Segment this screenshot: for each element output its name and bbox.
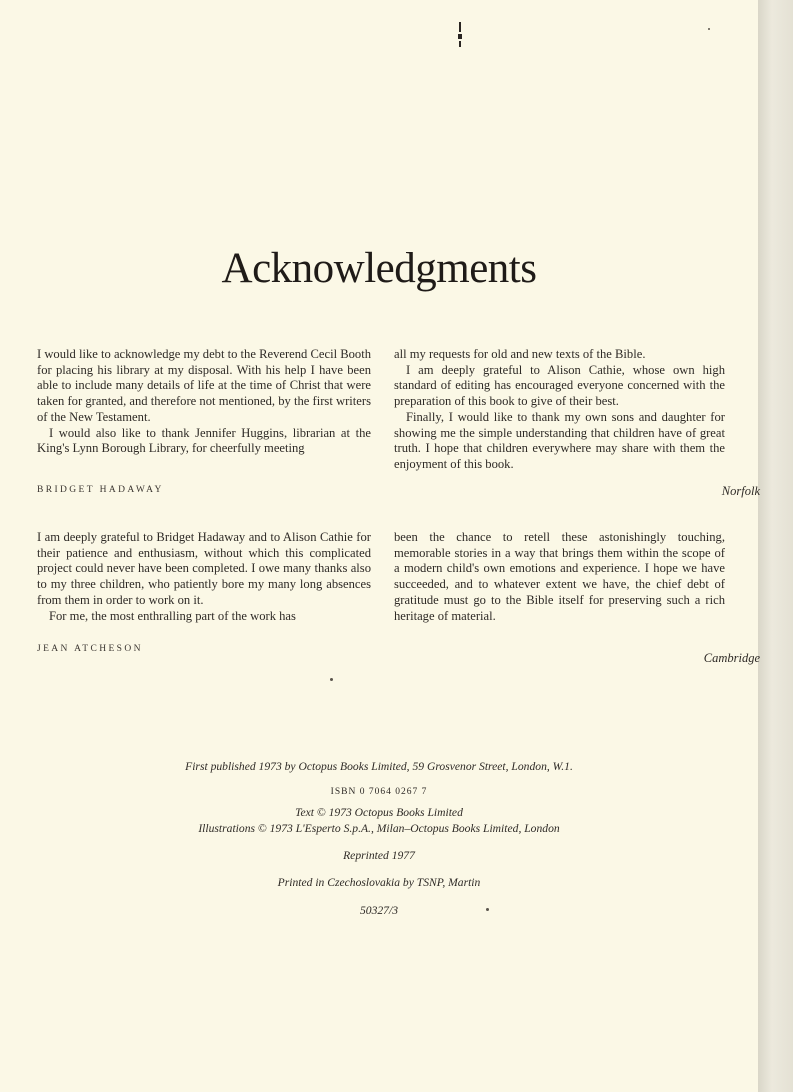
paper-speck [330, 678, 333, 681]
page-edge [758, 0, 793, 1092]
place-cambridge: Cambridge [703, 651, 760, 665]
paragraph: Finally, I would like to thank my own sons and daughter for showing me the simple understanding that children have of great truth. I hope that children everywhere may share with them the enjoyment of this book. [394, 409, 725, 471]
paragraph: I am deeply grateful to Bridget Hadaway and to Alison Cathie for their patience and enthusiasm, without which this complicated project could never have been completed. I owe many thanks also to my three children, who patiently bore my many long absences from them in order to work on it. [37, 530, 371, 607]
imprint-illustrations-copyright: Illustrations © 1973 L'Esperto S.p.A., Milan–Octopus Books Limited, London [198, 822, 560, 835]
imprint-catalogue-number: 50327/3 [359, 904, 398, 917]
paragraph: been the chance to retell these astonishingly touching, memorable stories in a way that brings them within the scope of a modern child's own emotions and experience. I hope we have succeeded, and to whatever extent we have, the chief debt of gratitude must go to the Bible itself for preserving such a rich heritage of material. [394, 530, 725, 623]
paragraph: I am deeply grateful to Alison Cathie, whose own high standard of editing has encouraged everyone concerned with the preparation of this book to give of their best. [394, 362, 725, 409]
place-norfolk: Norfolk [721, 484, 760, 498]
section1-right-column [394, 347, 725, 473]
imprint-first-published: First published 1973 by Octopus Books Limited, 59 Grosvenor Street, London, W.1. [185, 760, 573, 773]
imprint-reprinted: Reprinted 1977 [343, 849, 415, 862]
paragraph: all my requests for old and new texts of the Bible. [394, 347, 646, 361]
printer-mark [457, 22, 463, 48]
paragraph: For me, the most enthralling part of the work has [49, 608, 296, 623]
paper-speck [708, 28, 710, 30]
section2-right-column [394, 530, 725, 624]
signature-jean-atcheson: JEAN ATCHESON [37, 644, 143, 654]
imprint-isbn: ISBN 0 7064 0267 7 [330, 787, 428, 797]
signature-bridget-hadaway: BRIDGET HADAWAY [37, 485, 164, 495]
section2-left-column [37, 530, 371, 624]
imprint-printed-in: Printed in Czechoslovakia by TSNP, Martin [277, 876, 481, 889]
page-title: Acknowledgments [221, 245, 537, 292]
paper-speck [486, 908, 489, 911]
paragraph: I would also like to thank Jennifer Huggins, librarian at the King's Lynn Borough Library, for cheerfully meeting [37, 425, 371, 456]
paragraph: I would like to acknowledge my debt to the Reverend Cecil Booth for placing his library at my disposal. With his help I have been able to include many details of life at the time of Christ that were taken for granted, and therefore not mentioned, by the first writers of the New Testament. [37, 347, 372, 424]
imprint-text-copyright: Text © 1973 Octopus Books Limited [295, 806, 463, 819]
section1-left-column [37, 347, 371, 457]
